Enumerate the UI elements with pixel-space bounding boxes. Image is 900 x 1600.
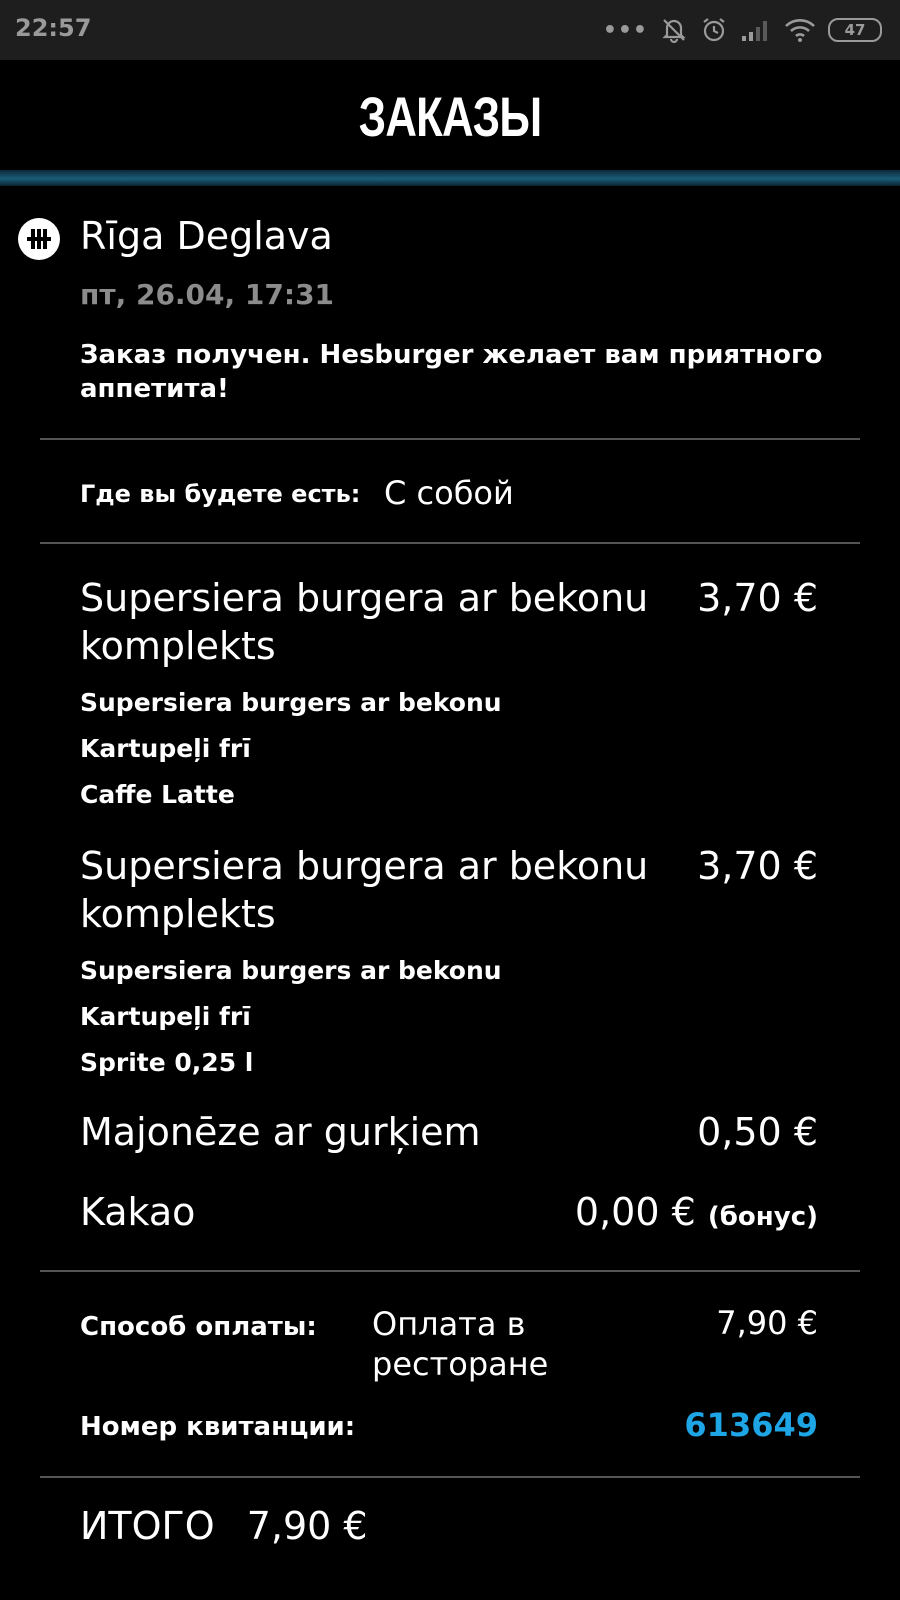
payment-method-value: Оплата в ресторане	[372, 1305, 549, 1383]
order-item-component: Supersiera burgers ar bekonu	[80, 688, 502, 717]
divider	[40, 1270, 860, 1272]
order-item-price: 0,00 €	[574, 1190, 696, 1234]
divider	[40, 438, 860, 440]
bell-muted-icon	[660, 16, 688, 44]
order-item-name: Kakao	[80, 1190, 196, 1234]
receipt-label: Номер квитанции:	[80, 1412, 356, 1442]
order-item-component: Sprite 0,25 l	[80, 1048, 254, 1077]
order-item-name: Supersiera burgera ar bekonu komplekts	[80, 576, 649, 668]
order-item-price: 0,50 €	[697, 1110, 818, 1154]
battery-icon: 47	[828, 18, 882, 42]
app-header	[0, 60, 900, 170]
order-item-price-row	[575, 1188, 818, 1241]
order-item-component: Supersiera burgers ar bekonu	[80, 956, 502, 985]
payment-method-label: Способ оплаты:	[80, 1312, 317, 1342]
restaurant-logo-icon	[18, 218, 60, 260]
order-item-name: Supersiera burgera ar bekonu komplekts	[80, 844, 649, 936]
order-item-price: 3,70 €	[697, 576, 818, 620]
restaurant-row	[18, 218, 60, 260]
status-time: 22:57	[15, 14, 92, 42]
eat-where-label: Где вы будете есть:	[80, 480, 361, 508]
divider	[40, 1476, 860, 1478]
bonus-badge: (бонус)	[707, 1202, 818, 1232]
order-item-component: Caffe Latte	[80, 780, 235, 809]
order-item-price: 3,70 €	[697, 844, 818, 888]
order-date: пт, 26.04, 17:31	[80, 278, 335, 311]
order-item-component: Kartupeļi frī	[80, 1002, 251, 1031]
more-dots-icon: •••	[602, 17, 648, 43]
status-bar	[0, 0, 900, 60]
header-glow-divider	[0, 170, 900, 186]
restaurant-name: Rīga Deglava	[80, 214, 333, 258]
total-row	[80, 1504, 368, 1548]
order-item-component: Kartupeļi frī	[80, 734, 251, 763]
status-icons	[603, 14, 882, 46]
alarm-icon	[700, 16, 728, 44]
total-label: ИТОГО	[80, 1504, 215, 1548]
total-value: 7,90 €	[246, 1504, 368, 1548]
order-status-message: Заказ получен. Hesburger желает вам приятного аппетита!	[80, 340, 823, 404]
signal-icon	[740, 18, 772, 42]
receipt-number: 613649	[684, 1406, 818, 1444]
wifi-icon	[784, 17, 816, 43]
divider	[40, 542, 860, 544]
order-item-name: Majonēze ar gurķiem	[80, 1110, 481, 1154]
eat-where-value: С собой	[384, 474, 514, 512]
payment-amount: 7,90 €	[716, 1304, 818, 1342]
page-title: ЗАКАЗЫ	[358, 85, 542, 148]
